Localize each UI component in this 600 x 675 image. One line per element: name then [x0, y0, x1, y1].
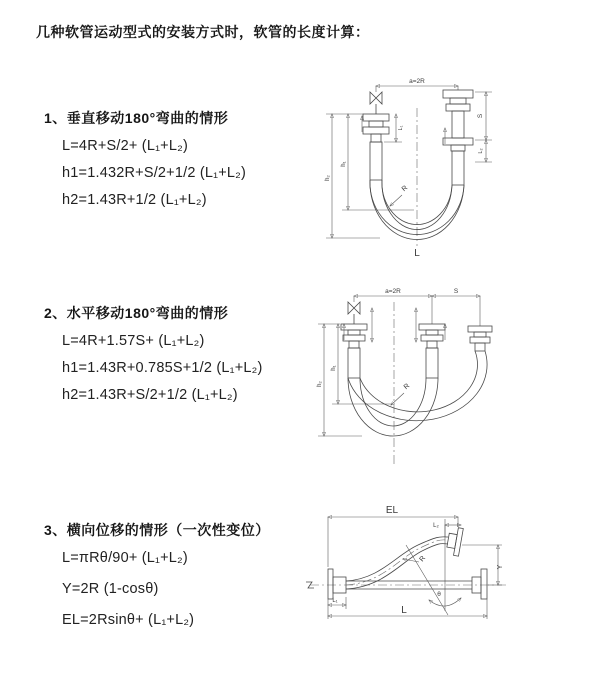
dim-label-s: S [453, 288, 459, 295]
formula-s3-L: L=πRθ/90+ (L₁+L₂) [62, 550, 188, 566]
section-1-heading: 1、垂直移动180°弯曲的情形 [44, 110, 229, 126]
dim-label-h2: h₂ [317, 381, 323, 387]
dim-label-l1: L₁ [398, 125, 404, 131]
section-3-heading: 3、横向位移的情形（一次性变位） [44, 522, 270, 538]
dim-label-el: EL [385, 505, 399, 516]
formula-s1-h2: h2=1.43R+1/2 (L₁+L₂) [62, 192, 207, 208]
formula-s2-h1: h1=1.43R+0.785S+1/2 (L₁+L₂) [62, 360, 263, 376]
hose-fitting-middle [419, 324, 445, 378]
flange-upper [446, 526, 464, 556]
dim-label-a2r: a=2R [385, 288, 401, 295]
hose-fitting-right [443, 90, 473, 185]
dim-label-l2: L₂ [478, 148, 484, 154]
diagram-vertical-180-bend [318, 70, 586, 262]
dim-label-s: S [477, 113, 484, 119]
hose-curve [346, 544, 448, 589]
hose-curve [348, 378, 438, 436]
hose-curve [360, 378, 426, 426]
formula-s1-L: L=4R+S/2+ (L₁+L₂) [62, 138, 188, 154]
flange-right [472, 569, 487, 599]
section-2-heading: 2、水平移动180°弯曲的情形 [44, 305, 229, 321]
valve-icon [348, 302, 360, 324]
dim-label-h1: h₁ [331, 365, 337, 371]
length-label: L [401, 605, 407, 616]
dim-label-l2: L₂ [433, 523, 439, 529]
hose-fitting-left [341, 324, 367, 378]
dim-label-a2r: a=2R [409, 78, 425, 85]
radius-label: R [418, 554, 428, 564]
dim-label-l1: L₁ [332, 598, 338, 604]
formula-s1-h1: h1=1.432R+S/2+1/2 (L₁+L₂) [62, 165, 247, 181]
valve-icon [370, 92, 382, 114]
length-label: L [414, 248, 420, 259]
hose-fitting-left [363, 114, 389, 180]
page-title: 几种软管运动型式的安装方式时，软管的长度计算： [36, 24, 370, 40]
dim-label-h2: h₂ [325, 175, 331, 181]
formula-s2-L: L=4R+1.57S+ (L₁+L₂) [62, 333, 205, 349]
dim-label-h1: h₁ [341, 161, 347, 167]
dim-label-y: Y [497, 564, 504, 570]
radius-label: R [402, 382, 412, 392]
hose-curve [346, 537, 448, 581]
formula-s3-Y: Y=2R (1-cosθ) [62, 581, 159, 597]
hose-fitting-right [468, 326, 492, 351]
formula-s3-EL: EL=2Rsinθ+ (L₁+L₂) [62, 612, 195, 628]
diagram-lateral-displacement [302, 497, 598, 649]
formula-s2-h2: h2=1.43R+S/2+1/2 (L₁+L₂) [62, 387, 238, 403]
angle-label: θ [437, 591, 441, 598]
diagram-horizontal-180-bend [312, 282, 594, 474]
hose-curve [360, 351, 477, 412]
radius-label: R [400, 184, 410, 194]
flange-left [328, 569, 346, 599]
